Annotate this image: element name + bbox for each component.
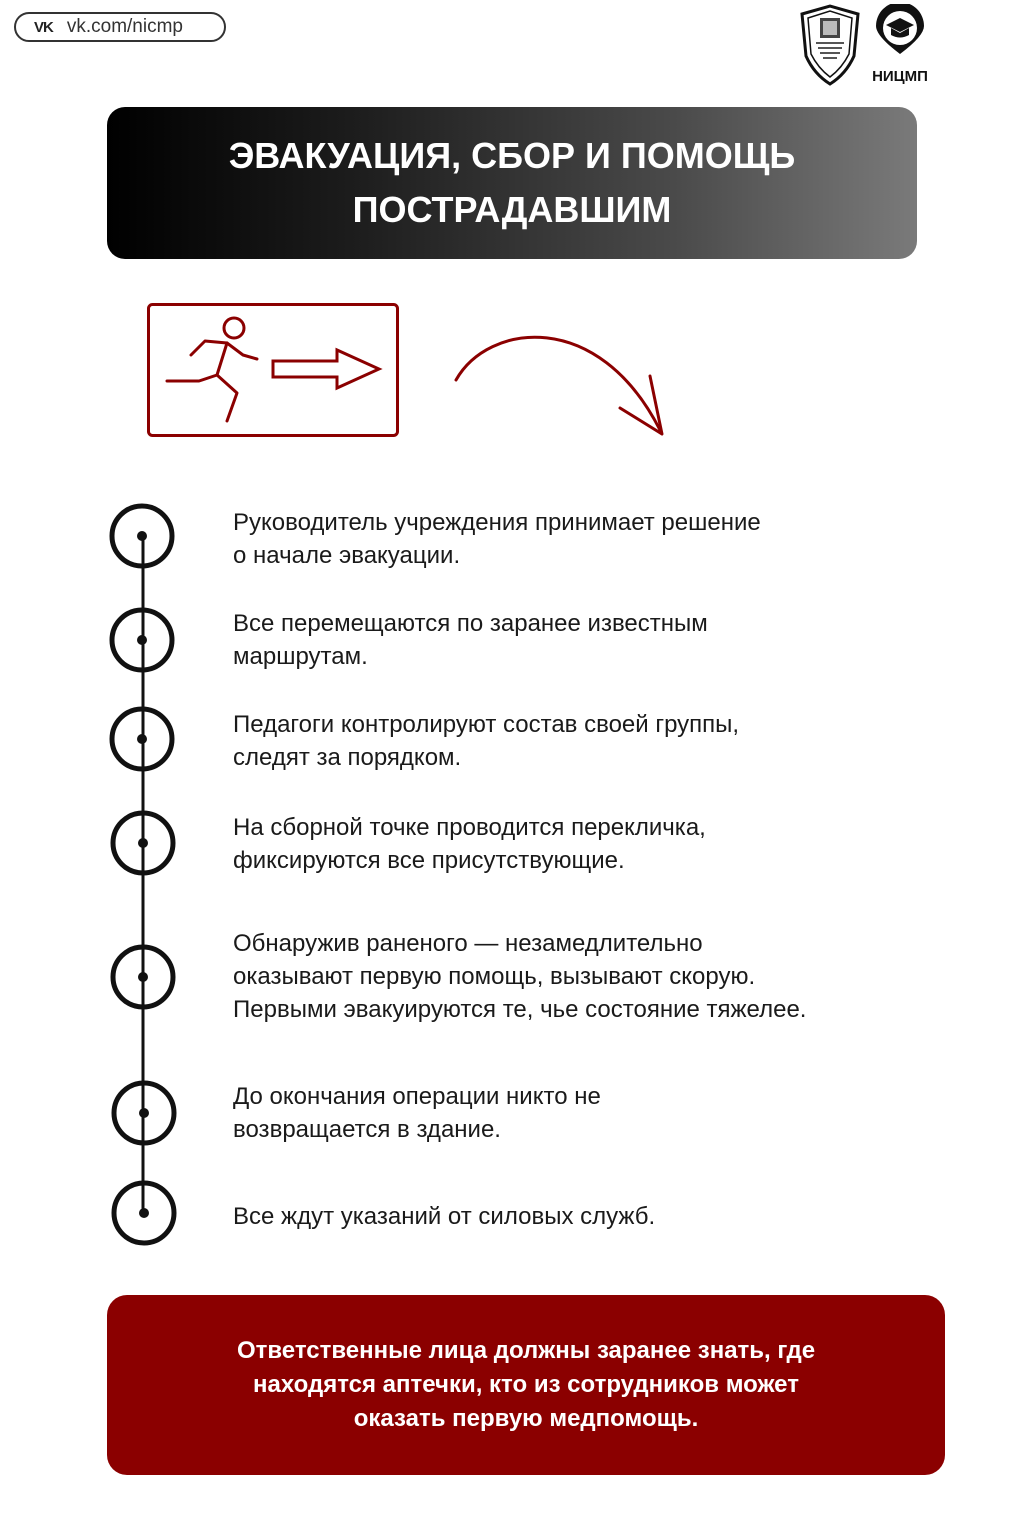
step-3-line-1: Педагоги контролируют состав своей группы, <box>233 711 740 738</box>
running-man-exit-icon <box>147 303 399 437</box>
step-2 <box>233 607 708 673</box>
org-logos <box>796 4 946 88</box>
step-3 <box>233 708 739 774</box>
step-1-line-2: о начале эвакуации. <box>233 542 461 569</box>
note-line-2: находятся аптечки, кто из сотрудников может <box>253 1371 799 1398</box>
step-4-line-2: фиксируются все присутствующие. <box>233 847 625 874</box>
graduation-cap-pin-icon <box>876 4 924 54</box>
step-3-line-2: следят за порядком. <box>233 744 462 771</box>
step-2-line-1: Все перемещаются по заранее известным <box>233 610 708 637</box>
step-1 <box>233 506 761 572</box>
vk-url: vk.com/nicmp <box>66 16 183 37</box>
curved-arrow-icon <box>448 318 670 440</box>
timeline <box>105 500 185 1250</box>
step-6-line-2: возвращается в здание. <box>233 1116 501 1143</box>
vk-link[interactable] <box>14 12 226 42</box>
step-5 <box>233 927 806 1026</box>
step-6 <box>233 1080 601 1146</box>
note-box <box>107 1295 945 1475</box>
step-4 <box>233 811 706 877</box>
step-7-line-1: Все ждут указаний от силовых служб. <box>233 1203 656 1230</box>
page-title <box>107 107 917 259</box>
org-short-name: НИЦМП <box>872 68 928 85</box>
step-4-line-1: На сборной точке проводится перекличка, <box>233 814 706 841</box>
note-line-1: Ответственные лица должны заранее знать, где <box>236 1337 816 1364</box>
title-line-2: ПОСТРАДАВШИМ <box>352 189 672 230</box>
shield-emblem-icon <box>802 6 858 84</box>
vk-logo-icon: VK <box>34 18 53 36</box>
step-7 <box>233 1200 655 1233</box>
step-5-line-3: Первыми эвакуируются те, чье состояние тяжелее. <box>233 996 807 1023</box>
step-2-line-2: маршрутам. <box>233 643 368 670</box>
title-line-1: ЭВАКУАЦИЯ, СБОР И ПОМОЩЬ <box>228 135 796 176</box>
step-6-line-1: До окончания операции никто не <box>233 1083 601 1110</box>
note-line-3: оказать первую медпомощь. <box>353 1405 699 1432</box>
step-5-line-1: Обнаружив раненого — незамедлительно <box>233 930 703 957</box>
step-1-line-1: Руководитель учреждения принимает решение <box>233 509 761 536</box>
step-5-line-2: оказывают первую помощь, вызывают скорую. <box>233 963 756 990</box>
